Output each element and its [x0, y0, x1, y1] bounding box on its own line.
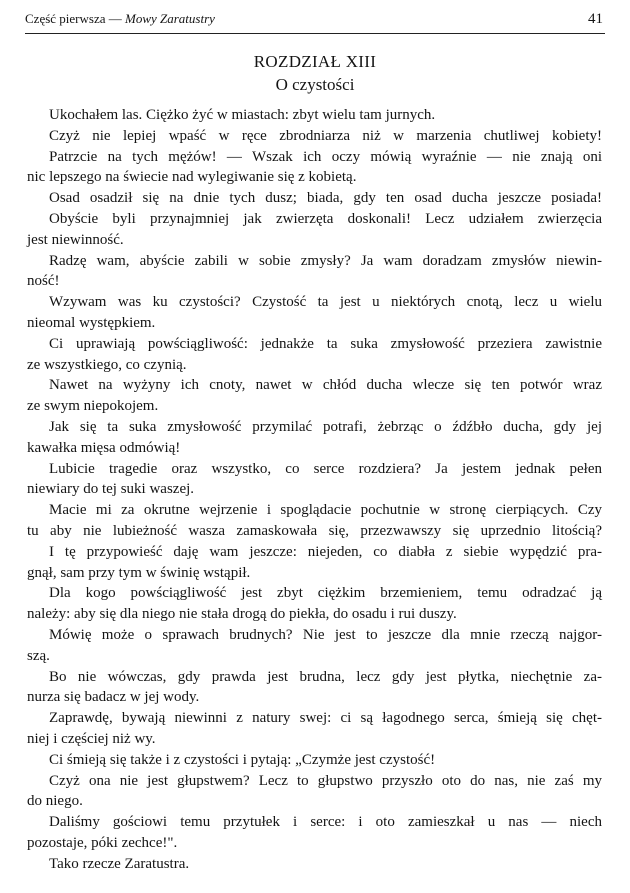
text-line: Obyście byli przynajmniej jak zwierzęta doskonali! Lecz udziałem zwierzęcia	[49, 210, 602, 227]
text-line: Ci śmieją się także i z czystości i pytają: „Czymże jest czystość!	[49, 751, 436, 768]
running-head-left	[25, 9, 215, 29]
header-rule	[25, 33, 605, 34]
title-separator: —	[105, 11, 125, 26]
text-line: kawałka mięsa odmówią!	[27, 439, 181, 456]
text-line: Czyż nie lepiej wpaść w ręce zbrodniarza niż w marzenia chutliwej kobiety!	[49, 127, 602, 144]
text-line: Bo nie wówczas, gdy prawda jest brudna, lecz gdy jest płytka, niechętnie za-	[49, 668, 602, 685]
text-line: ze swym niepokojem.	[27, 398, 159, 415]
text-line: nurza się badacz w jej wody.	[27, 689, 200, 706]
text-line: Mówię może o sprawach brudnych? Nie jest to jeszcze dla mnie rzeczą najgor-	[49, 626, 602, 643]
book-title: Mowy Zaratustry	[125, 11, 215, 26]
text-line: niewiary do tej suki waszej.	[27, 481, 195, 498]
text-line: Wzywam was ku czystości? Czystość ta jest u niektórych cnotą, lecz u wielu	[49, 294, 602, 311]
text-line: Osad osadził się na dnie tych dusz; biada, gdy ten osad ducha jeszcze posiada!	[49, 190, 602, 207]
text-line: Macie mi za okrutne wejrzenie i spoglądacie pochutnie w stronę cierpiących. Czy	[49, 502, 602, 519]
text-line: Daliśmy gościowi temu przytułek i serce: i oto zamieszkał u nas — niech	[49, 814, 602, 831]
text-line: Ukochałem las. Ciężko żyć w miastach: zbyt wielu tam jurnych.	[49, 107, 436, 123]
text-line: tu aby nie lubieżność wasza zamaskowała się, przezwawszy się uprzednio litością?	[27, 522, 602, 539]
page-number: 41	[588, 11, 603, 27]
text-line: niej i częściej niż wy.	[27, 730, 156, 747]
text-line: Nawet na wyżyny ich cnoty, nawet w chłód ducha wlecze się ten potwór wraz	[49, 377, 602, 394]
text-line: jest niewinność.	[27, 231, 124, 248]
part-label: Część pierwsza	[25, 11, 106, 26]
text-line: Lubicie tragedie oraz wszystko, co serce rozdziera? Ja jestem jednak pełen	[49, 460, 602, 477]
text-line: należy: aby się dla niego nie stała drogą do piekła, do osadu i rui duszy.	[27, 606, 457, 623]
text-line: Tako rzecze Zaratustra.	[49, 855, 190, 872]
text-line: gnął, sam przy tym w świnię wstąpił.	[27, 564, 251, 581]
text-line: Dla kogo powściągliwość jest zbyt ciężkim brzemieniem, temu odradzać ją	[49, 585, 602, 602]
text-line: do niego.	[27, 793, 83, 810]
text-line: szą.	[27, 647, 50, 664]
text-line: Ci uprawiają powściągliwość: jednakże ta suka zmysłowość przeziera zawistnie	[49, 335, 602, 352]
chapter-subtitle: O czystości	[275, 75, 355, 94]
text-line: Zaprawdę, bywają niewinni z natury swej: ci są łagodnego serca, śmieją się chęt-	[49, 710, 602, 727]
text-line: Patrzcie na tych mężów! — Wszak ich oczy mówią wyraźnie — nie znają oni	[49, 148, 602, 165]
text-line: ność!	[27, 273, 60, 290]
running-head	[25, 9, 603, 29]
text-line: pozostaje, póki zechce!".	[27, 834, 178, 851]
text-line: nic lepszego na świecie nad wylegiwanie się z kobietą.	[27, 169, 357, 186]
text-line: Czyż ona nie jest głupstwem? Lecz to głupstwo przyszło oto do nas, nie zaś my	[49, 772, 602, 789]
chapter-title: ROZDZIAŁ XIII	[253, 52, 377, 71]
text-line: ze wszystkiego, co czynią.	[27, 356, 187, 373]
text-line: Radzę wam, abyście zabili w sobie zmysły? Ja wam doradzam zmysłów niewin-	[49, 252, 602, 269]
chapter-body	[27, 105, 602, 874]
text-line: nieomal występkiem.	[27, 314, 156, 331]
text-line: Jak się ta suka zmysłowość przymilać potrafi, żebrząc o źdźbło ducha, gdy jej	[49, 418, 602, 435]
text-line: I tę przypowieść daję wam jeszcze: niejeden, co diabła z siebie wypędzić pra-	[49, 543, 602, 560]
